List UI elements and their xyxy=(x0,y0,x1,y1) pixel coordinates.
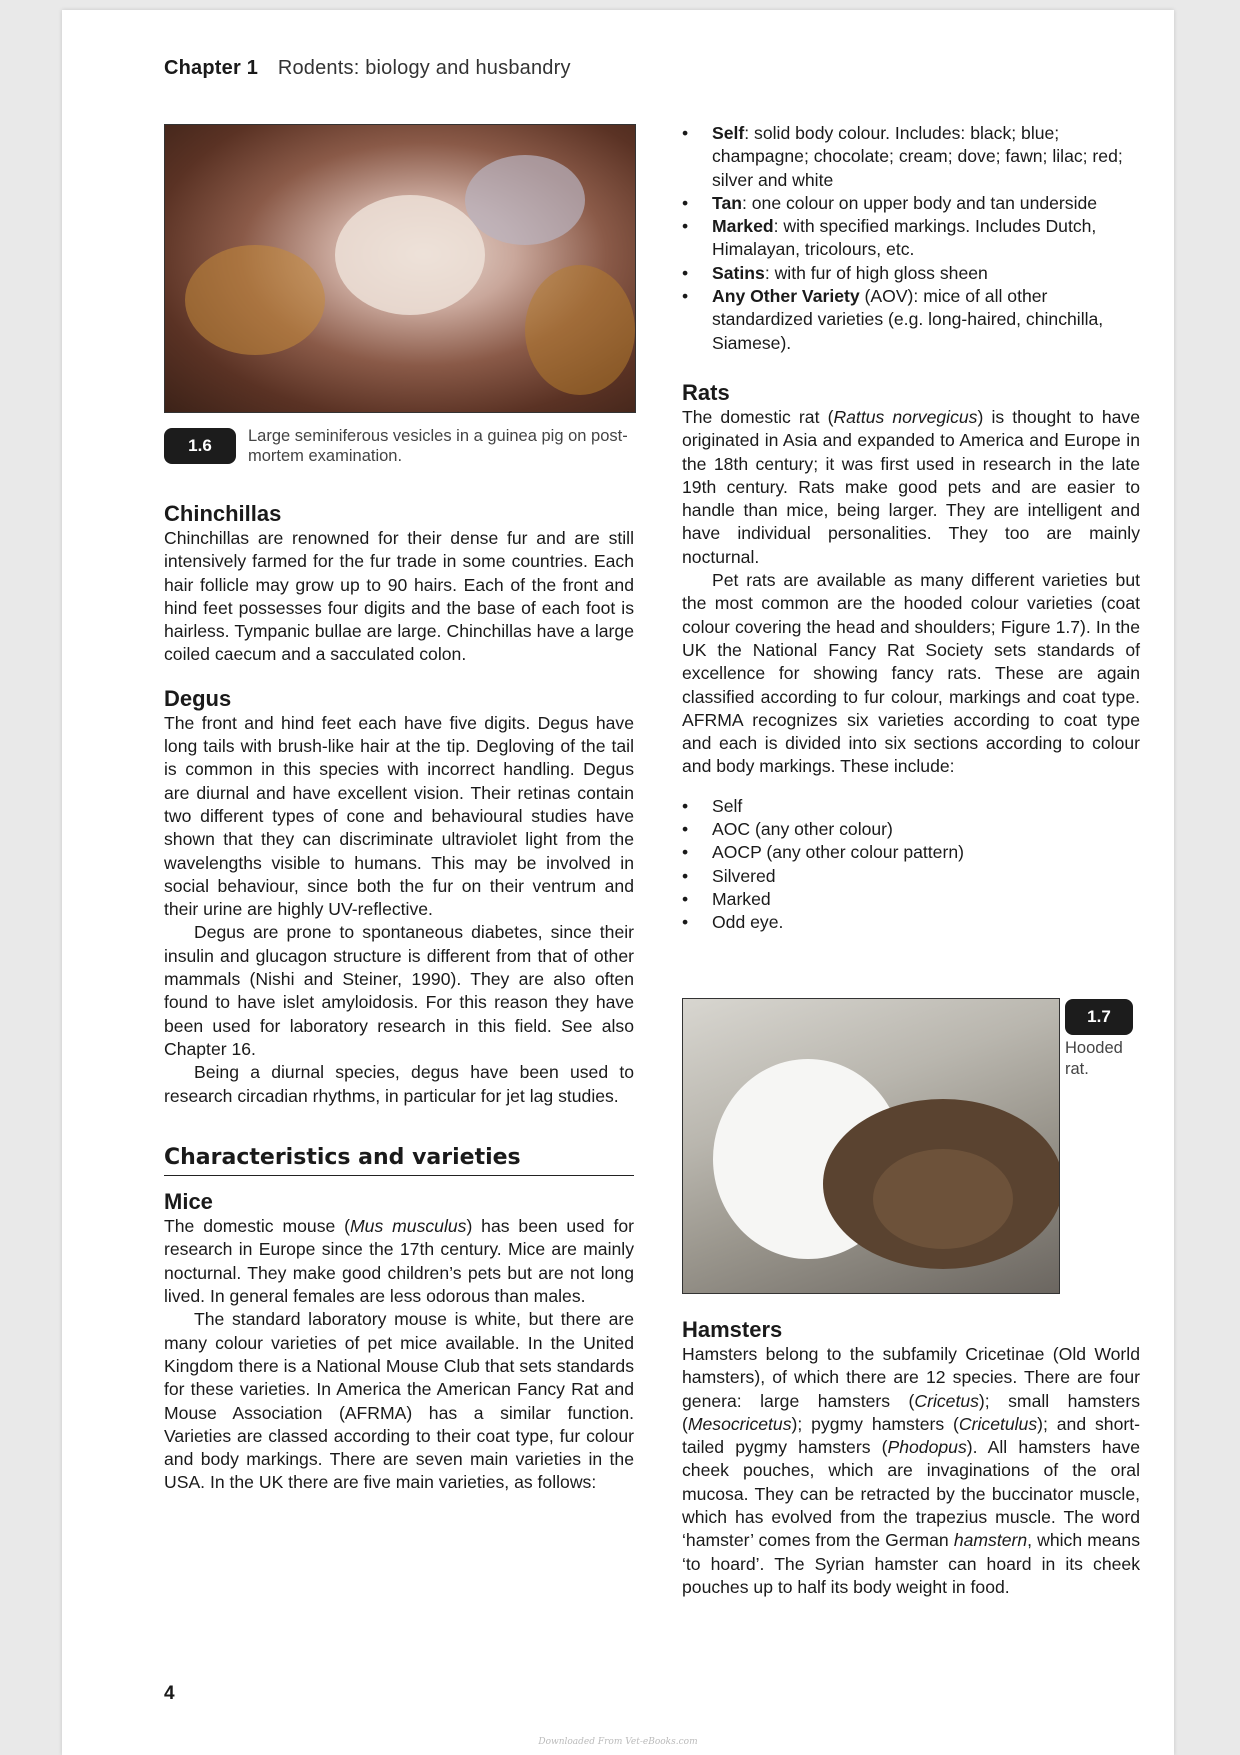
list-item: • Self: solid body colour. Includes: black; blue; champagne; chocolate; cream; dove; fawn; lilac; red; silver and white xyxy=(682,122,1140,192)
right-column-bottom xyxy=(682,1316,1140,1599)
list-item: • Odd eye. xyxy=(682,911,1140,934)
figure-1-7-badge: 1.7 xyxy=(1065,999,1133,1035)
rat-varieties-list xyxy=(682,795,1140,935)
heading-hamsters: Hamsters xyxy=(682,1317,783,1342)
paragraph-chinchillas: Chinchillas are renowned for their dense fur and are still intensively farmed for the fur trade in some countries. Each hair follicle may grow up to 90 hairs. Each of the front and hind feet possesses four digits and the base of each foot is hairless. Tympanic bullae are large. Chinchillas have a large coiled caecum and a sacculated colon. xyxy=(164,528,634,665)
heading-rats: Rats xyxy=(682,379,730,405)
list-item: • AOC (any other colour) xyxy=(682,818,1140,841)
figure-1-6-photo xyxy=(164,124,636,413)
paragraph-rats-2: Pet rats are available as many different varieties but the most common are the hooded colour varieties (coat colour covering the head and shoulders; Figure 1.7). In the UK the National Fancy Rat Society sets standards of excellence for showing fancy rats. These are again classified according to fur colour, markings and coat type. AFRMA recognizes six varieties according to coat type and each is divided into six sections according to colour and body markings. These include: xyxy=(682,570,1140,777)
paragraph-mice-2: The standard laboratory mouse is white, but there are many colour varieties of pet mice available. In the United Kingdom there is a National Mouse Club that sets standards for these varieties. In America the American Fancy Rat and Mouse Association (AFRMA) has a similar function. Varieties are classed according to their coat type, fur colour and body markings. There are seven main varieties in the USA. In the UK there are five main varieties, as follows: xyxy=(164,1309,634,1493)
paragraph-degus-3: Being a diurnal species, degus have been used to research circadian rhythms, in particular for jet lag studies. xyxy=(164,1062,634,1106)
paragraph-hamsters: Hamsters belong to the subfamily Cricetinae (Old World hamsters), of which there are 12 species. There are four genera: large hamsters (Cricetus); small hamsters (Mesocricetus); pygmy hamsters (Cricetulus); and short-tailed pygmy hamsters (Phodopus). All hamsters have cheek pouches, which are invaginations of the oral mucosa. They can be retracted by the buccinator muscle, which has evolved from the trapezius muscle. The word ‘hamster’ comes from the German hamstern, which means ‘to hoard’. The Syrian hamster can hoard in its cheek pouches up to half its body weight in food. xyxy=(682,1344,1140,1597)
figure-1-7-caption: Hooded rat. xyxy=(1065,1039,1123,1078)
paragraph-mice-1: The domestic mouse (Mus musculus) has been used for research in Europe since the 17th century. Mice are mainly nocturnal. They make good children’s pets but are not long lived. In general females are less odorous than males. xyxy=(164,1216,634,1307)
page xyxy=(62,10,1174,1755)
chapter-title: Rodents: biology and husbandry xyxy=(277,57,571,79)
paragraph-degus-1: The front and hind feet each have five digits. Degus have long tails with brush-like hair at the tip. Degloving of the tail is common in this species with incorrect handling. Degus are diurnal and have excellent vision. Their retinas contain two different types of cone and behavioural studies have shown that they can discriminate ultraviolet light from the wavelengths visible to humans. This may be involved in social behaviour, since both the fur on their ventrum and their urine are highly UV-reflective. xyxy=(164,712,634,920)
figure-1-7-photo xyxy=(682,998,1060,1294)
running-header xyxy=(164,57,571,80)
list-item: • Self xyxy=(682,795,1140,818)
list-item: • Satins: with fur of high gloss sheen xyxy=(682,262,1140,285)
figure-1-6-caption: Large seminiferous vesicles in a guinea pig on post-mortem examination. xyxy=(248,427,628,465)
mouse-varieties-list xyxy=(682,122,1140,355)
list-item: • Any Other Variety (AOV): mice of all other standardized varieties (e.g. long-haired, chinchilla, Siamese). xyxy=(682,285,1140,355)
figure-1-6-badge: 1.6 xyxy=(164,428,236,464)
chapter-label: Chapter 1 xyxy=(164,57,259,79)
list-item: • Silvered xyxy=(682,865,1140,888)
heading-degus: Degus xyxy=(164,685,232,711)
page-number: 4 xyxy=(164,1683,175,1704)
watermark: Downloaded From Vet-eBooks.com xyxy=(538,1737,698,1747)
section-heading-characteristics: Characteristics and varieties xyxy=(164,1146,634,1176)
left-column xyxy=(164,500,634,1495)
right-column-top xyxy=(682,122,1140,935)
list-item: • Marked: with specified markings. Includes Dutch, Himalayan, tricolours, etc. xyxy=(682,215,1140,262)
paragraph-degus-2: Degus are prone to spontaneous diabetes, since their insulin and glucagon structure is different from that of other mammals (Nishi and Steiner, 1990). They are also often found to have islet amyloidosis. For this reason they have been used for laboratory research in this field. See also Chapter 16. xyxy=(164,922,634,1059)
heading-chinchillas: Chinchillas xyxy=(164,501,282,526)
paragraph-rats-1: The domestic rat (Rattus norvegicus) is thought to have originated in Asia and expanded to America and Europe in the 18th century; it was first used in research in the late 19th century. Rats make good pets and are easier to handle than mice, being larger. They are intelligent and have individual personalities. They too are mainly nocturnal. xyxy=(682,406,1140,567)
list-item: • AOCP (any other colour pattern) xyxy=(682,841,1140,864)
heading-mice: Mice xyxy=(164,1189,213,1215)
list-item: • Tan: one colour on upper body and tan underside xyxy=(682,192,1140,215)
list-item: • Marked xyxy=(682,888,1140,911)
